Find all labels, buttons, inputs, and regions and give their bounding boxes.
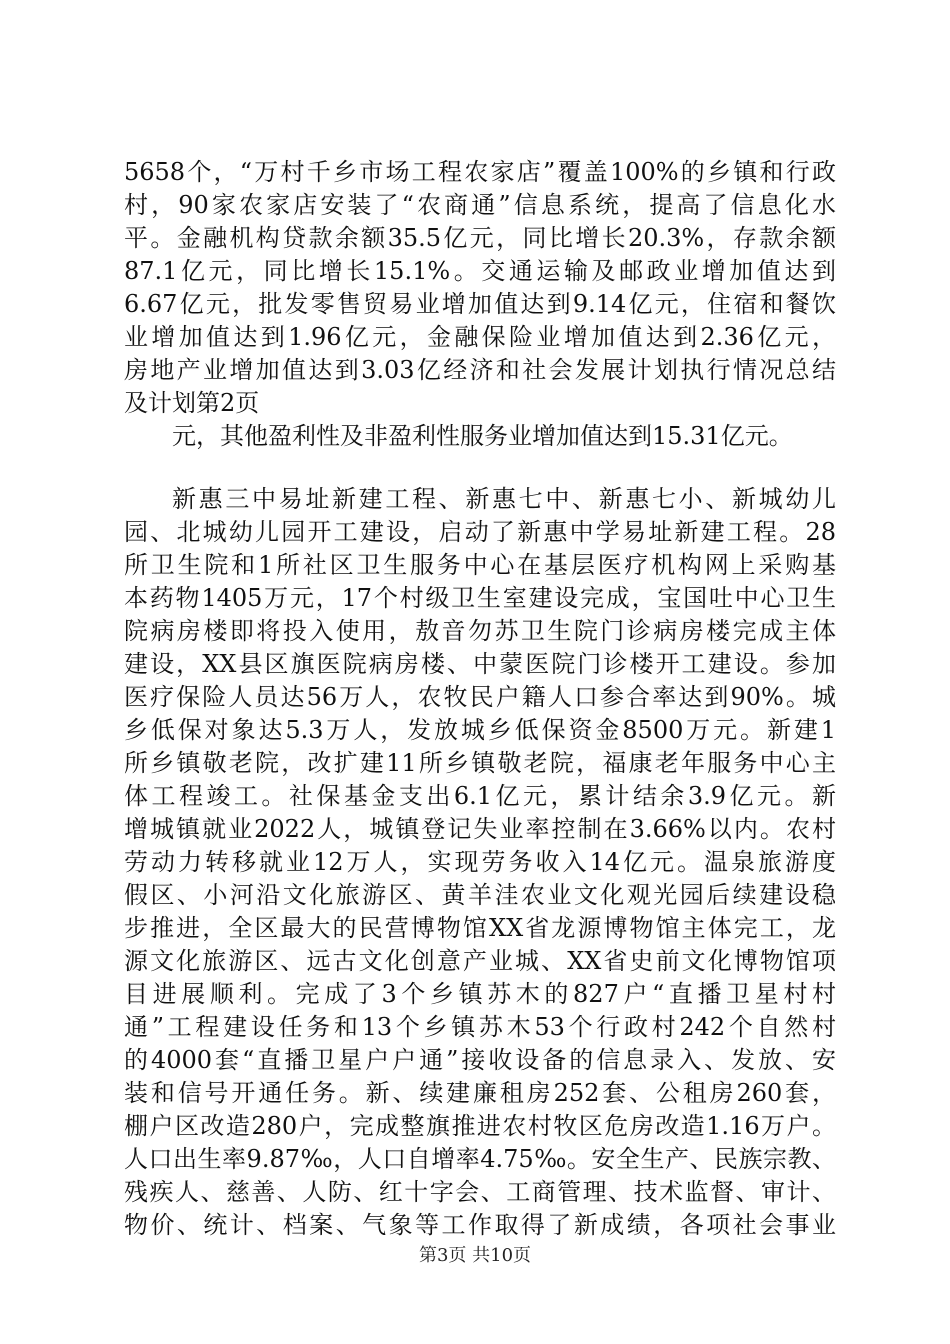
paragraph-line: 假区、小河沿文化旅游区、黄羊洼农业文化观光园后续建设稳 xyxy=(124,881,836,909)
paragraph-line: 目进展顺利。完成了3个乡镇苏木的827户“直播卫星村村 xyxy=(124,980,836,1008)
paragraph-line: 源文化旅游区、远古文化创意产业城、XX省史前文化博物馆项 xyxy=(124,947,836,975)
paragraph-line: 的4000套“直播卫星户户通”接收设备的信息录入、发放、安 xyxy=(124,1046,836,1074)
paragraph-line: 装和信号开通任务。新、续建廉租房252套、公租房260套， xyxy=(124,1079,836,1107)
paragraph-line: 体工程竣工。社保基金支出6.1亿元，累计结余3.9亿元。新 xyxy=(124,782,836,810)
paragraph-line: 本药物1405万元，17个村级卫生室建设完成，宝国吐中心卫生 xyxy=(124,584,836,612)
page-footer xyxy=(0,1244,950,1268)
paragraph-line: 增城镇就业2022人，城镇登记失业率控制在3.66%以内。农村 xyxy=(124,815,836,843)
paragraph-line: 房地产业增加值达到3.03亿经济和社会发展计划执行情况总结 xyxy=(124,356,836,384)
paragraph-line: 所卫生院和1所社区卫生服务中心在基层医疗机构网上采购基 xyxy=(124,551,836,579)
paragraph-services-value xyxy=(124,420,836,453)
paragraph-line: 残疾人、慈善、人防、红十字会、工商管理、技术监督、审计、 xyxy=(124,1178,836,1206)
paragraph-commerce-finance xyxy=(124,156,836,420)
paragraph-line: 乡低保对象达5.3万人，发放城乡低保资金8500万元。新建1 xyxy=(124,716,836,744)
paragraph-line: 园、北城幼儿园开工建设，启动了新惠中学易址新建工程。28 xyxy=(124,518,836,546)
paragraph-line: 物价、统计、档案、气象等工作取得了新成绩，各项社会事业 xyxy=(124,1211,836,1239)
paragraph-line: 元，其他盈利性及非盈利性服务业增加值达到15.31亿元。 xyxy=(172,422,793,450)
page-number-label: 第3页 共10页 xyxy=(418,1245,532,1266)
paragraph-line: 业增加值达到1.96亿元，金融保险业增加值达到2.36亿元， xyxy=(124,323,836,351)
paragraph-social-undertakings xyxy=(124,483,836,1242)
paragraph-line: 劳动力转移就业12万人，实现劳务收入14亿元。温泉旅游度 xyxy=(124,848,836,876)
paragraph-line: 建设，XX县区旗医院病房楼、中蒙医院门诊楼开工建设。参加 xyxy=(124,650,836,678)
paragraph-line: 5658个，“万村千乡市场工程农家店”覆盖100%的乡镇和行政 xyxy=(124,158,836,186)
paragraph-line: 通”工程建设任务和13个乡镇苏木53个行政村242个自然村 xyxy=(124,1013,836,1041)
paragraph-line: 87.1亿元，同比增长15.1%。交通运输及邮政业增加值达到 xyxy=(124,257,836,285)
paragraph-line: 棚户区改造280户，完成整旗推进农村牧区危房改造1.16万户。 xyxy=(124,1112,836,1140)
paragraph-line: 村，90家农家店安装了“农商通”信息系统，提高了信息化水 xyxy=(124,191,836,219)
paragraph-line: 步推进，全区最大的民营博物馆XX省龙源博物馆主体完工，龙 xyxy=(124,914,836,942)
paragraph-line: 6.67亿元，批发零售贸易业增加值达到9.14亿元，住宿和餐饮 xyxy=(124,290,836,318)
paragraph-line: 人口出生率9.87‰，人口自增率4.75‰。安全生产、民族宗教、 xyxy=(124,1145,836,1173)
paragraph-line: 医疗保险人员达56万人，农牧民户籍人口参合率达到90%。城 xyxy=(124,683,836,711)
paragraph-line: 及计划第2页 xyxy=(124,389,260,417)
paragraph-line: 新惠三中易址新建工程、新惠七中、新惠七小、新城幼儿 xyxy=(172,485,836,513)
paragraph-line: 院病房楼即将投入使用，敖音勿苏卫生院门诊病房楼完成主体 xyxy=(124,617,836,645)
paragraph-line: 平。金融机构贷款余额35.5亿元，同比增长20.3%，存款余额 xyxy=(124,224,836,252)
paragraph-line: 所乡镇敬老院，改扩建11所乡镇敬老院，福康老年服务中心主 xyxy=(124,749,836,777)
